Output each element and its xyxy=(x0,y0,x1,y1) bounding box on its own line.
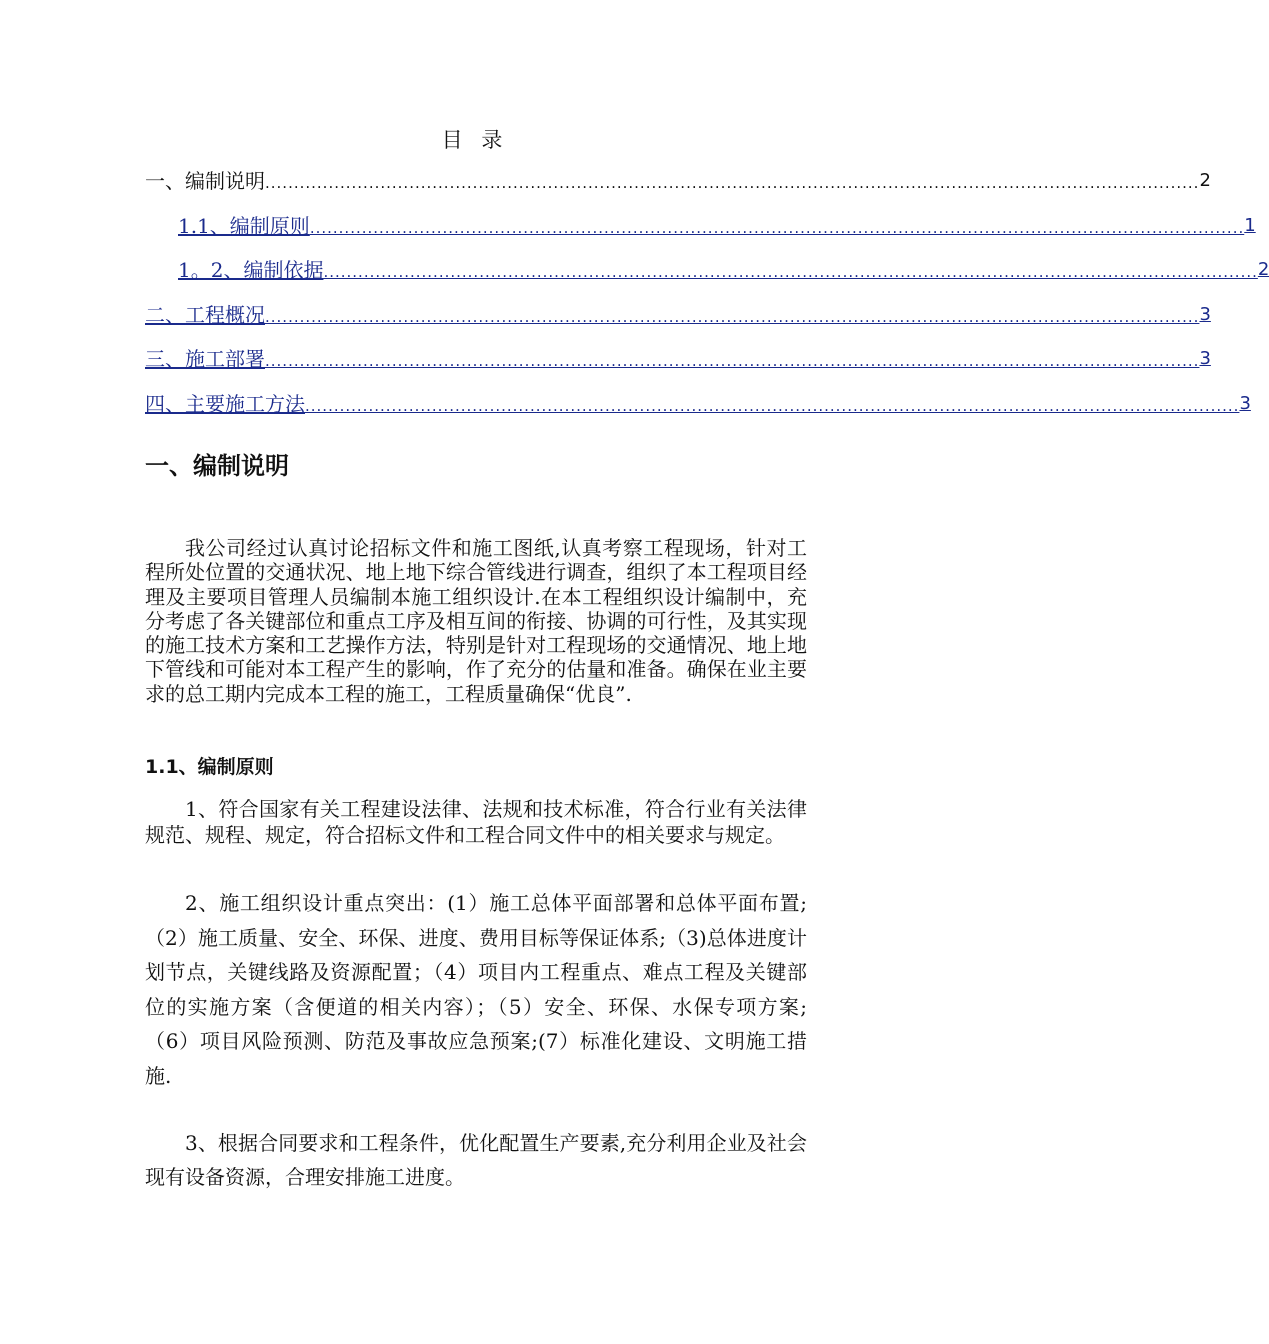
principle-paragraph-2: 2、施工组织设计重点突出：(1）施工总体平面部署和总体平面布置;（2）施工质量、安全、环保、进度、费用目标等保证体系;（3)总体进度计划节点，关键线路及资源配置；（4）项目内工程重点、难点工程及关键部位的实施方案（含便道的相关内容）；（5）安全、环保、水保专项方案;（6）项目风险预测、防范及事故应急预案;(7）标准化建设、文明施工措施. xyxy=(145,891,807,1088)
toc-entry-label: 一、编制说明 xyxy=(145,169,265,193)
toc-entry-label: 二、工程概况 xyxy=(145,303,265,327)
toc-entry[interactable] xyxy=(145,346,1211,372)
toc-leader-dots: .................................................................................................................................................................. xyxy=(305,397,1240,415)
section-heading: 一、编制说明 xyxy=(145,452,289,480)
toc-entry-page: 2 xyxy=(1257,259,1269,280)
toc-entry-page: 3 xyxy=(1199,348,1211,369)
toc-leader-dots: .................................................................................................................................................................. xyxy=(265,352,1200,370)
toc-leader-dots: .................................................................................................................................................................. xyxy=(265,308,1200,326)
toc-entry[interactable] xyxy=(145,168,1211,194)
toc-entry[interactable] xyxy=(145,391,1251,417)
toc-entry[interactable] xyxy=(178,257,1269,283)
subsection-heading: 1.1、编制原则 xyxy=(145,756,274,778)
toc-entry[interactable] xyxy=(178,213,1256,239)
toc-entry-page: 2 xyxy=(1199,170,1211,191)
toc-entry-page: 3 xyxy=(1239,393,1251,414)
toc-entry-page: 3 xyxy=(1199,304,1211,325)
toc-leader-dots: .................................................................................................................................................................. xyxy=(323,263,1258,281)
toc-entry-label: 三、施工部署 xyxy=(145,347,265,371)
toc-title: 目 录 xyxy=(441,128,509,152)
toc-entry[interactable] xyxy=(145,302,1211,328)
toc-entry-label: 四、主要施工方法 xyxy=(145,392,305,416)
section-intro-paragraph: 我公司经过认真讨论招标文件和施工图纸,认真考察工程现场，针对工程所处位置的交通状况、地上地下综合管线进行调查，组织了本工程项目经理及主要项目管理人员编制本施工组织设计.在本工程组织设计编制中，充分考虑了各关键部位和重点工序及相互间的衔接、协调的可行性，及其实现的施工技术方案和工艺操作方法，特别是针对工程现场的交通情况、地上地下管线和可能对本工程产生的影响，作了充分的估量和准备。确保在业主要求的总工期内完成本工程的施工，工程质量确保“优良”. xyxy=(145,536,807,706)
toc-leader-dots: .................................................................................................................................................................. xyxy=(309,219,1245,237)
principle-paragraph-1: 1、符合国家有关工程建设法律、法规和技术标准，符合行业有关法律规范、规程、规定，符合招标文件和工程合同文件中的相关要求与规定。 xyxy=(145,797,807,847)
toc-entry-label: 1.1、编制原则 xyxy=(178,214,310,238)
principle-paragraph-3: 3、根据合同要求和工程条件，优化配置生产要素,充分利用企业及社会现有设备资源，合理安排施工进度。 xyxy=(145,1131,807,1189)
toc-entry-page: 1 xyxy=(1244,215,1256,236)
toc-leader-dots: .................................................................................................................................................................. xyxy=(265,174,1200,192)
toc-entry-label: 1。2、编制依据 xyxy=(178,258,324,282)
